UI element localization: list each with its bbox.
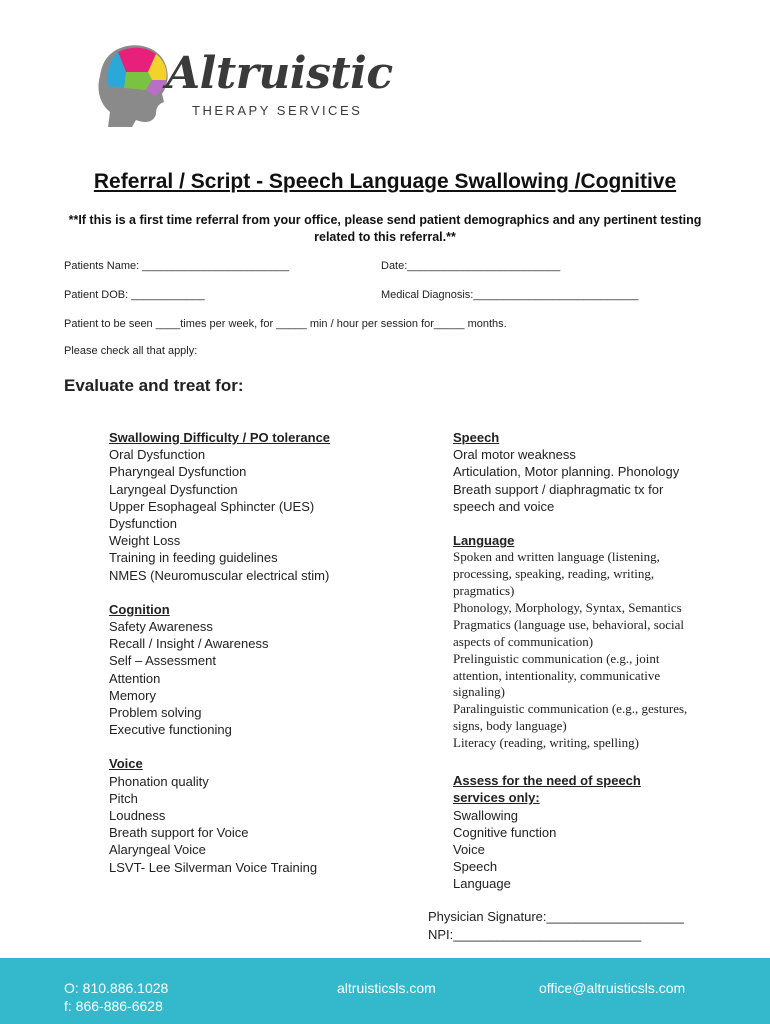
list-item[interactable]: Recall / Insight / Awareness <box>109 636 269 652</box>
speech-heading: Speech <box>453 430 500 445</box>
list-item[interactable]: Prelinguistic communication (e.g., joint <box>453 650 660 666</box>
logo-tagline: THERAPY SERVICES <box>192 103 363 118</box>
list-item[interactable]: Swallowing <box>453 807 519 823</box>
list-item[interactable]: Pragmatics (language use, behavioral, social <box>453 616 685 632</box>
swallowing-heading: Swallowing Difficulty / PO tolerance <box>109 430 331 445</box>
patient-name-field[interactable]: Patients Name: ________________________ <box>64 260 290 272</box>
list-item[interactable]: Phonation quality <box>109 773 209 789</box>
list-item[interactable]: Language <box>453 876 511 892</box>
list-item[interactable]: NMES (Neuromuscular electrical stim) <box>109 567 330 583</box>
list-item[interactable]: Executive functioning <box>109 722 232 738</box>
list-item[interactable]: Loudness <box>109 808 166 824</box>
list-item[interactable]: Breath support for Voice <box>109 825 249 841</box>
logo-brand-text: Altruistic <box>166 48 393 99</box>
list-item[interactable]: Voice <box>453 841 485 857</box>
footer-phone: O: 810.886.1028 <box>64 980 169 996</box>
list-item[interactable]: aspects of communication) <box>453 633 594 649</box>
list-item[interactable]: Training in feeding guidelines <box>109 550 278 566</box>
footer-email-link[interactable]: office@altruisticsls.com <box>539 980 686 996</box>
list-item[interactable]: Oral motor weakness <box>453 447 576 463</box>
list-item[interactable]: Weight Loss <box>109 533 181 549</box>
list-item[interactable]: Cognitive function <box>453 824 557 840</box>
language-heading: Language <box>453 533 515 549</box>
left-column <box>109 429 409 876</box>
list-item[interactable]: Articulation, Motor planning. Phonology <box>453 464 680 480</box>
list-item[interactable]: Alaryngeal Voice <box>109 842 206 858</box>
list-item[interactable]: processing, speaking, reading, writing, <box>453 566 655 582</box>
list-item[interactable]: Oral Dysfunction <box>109 447 206 463</box>
patient-dob-field[interactable]: Patient DOB: ____________ <box>64 289 205 301</box>
assess-heading-line1: Assess for the need of speech <box>453 773 641 789</box>
list-item[interactable]: Phonology, Morphology, Syntax, Semantics <box>453 599 682 615</box>
list-item[interactable]: Pharyngeal Dysfunction <box>109 464 247 480</box>
check-all-instruction: Please check all that apply: <box>64 345 198 357</box>
brain-head-icon <box>96 42 171 127</box>
list-item[interactable]: Speech <box>453 859 498 875</box>
list-item[interactable]: Breath support / diaphragmatic tx for <box>453 481 664 497</box>
cognition-heading: Cognition <box>109 601 170 617</box>
list-item[interactable]: Laryngeal Dysfunction <box>109 481 238 497</box>
list-item[interactable]: Paralinguistic communication (e.g., gestures, <box>453 701 688 717</box>
list-item[interactable]: Pitch <box>109 790 138 806</box>
list-item[interactable]: signs, body language) <box>453 718 567 734</box>
list-item[interactable]: Problem solving <box>109 705 202 721</box>
list-item[interactable]: Attention <box>109 670 161 686</box>
list-item[interactable]: attention, intentionality, communicative <box>453 667 661 683</box>
referral-notice: **If this is a first time referral from your office, please send patient demographics and any pertinent testing related to this referral.** <box>68 213 702 244</box>
assess-heading-line2: services only: <box>453 790 540 806</box>
list-item[interactable]: Safety Awareness <box>109 619 213 635</box>
company-logo <box>96 42 393 127</box>
npi-field[interactable]: NPI:__________________________ <box>428 927 642 942</box>
frequency-field[interactable]: Patient to be seen ____times per week, for _____ min / hour per session for_____ months. <box>64 318 507 330</box>
list-item[interactable]: Upper Esophageal Sphincter (UES) <box>109 498 315 514</box>
evaluate-heading: Evaluate and treat for: <box>64 376 244 395</box>
list-item[interactable]: LSVT- Lee Silverman Voice Training <box>109 859 318 875</box>
list-item[interactable]: Spoken and written language (listening, <box>453 549 660 565</box>
list-item[interactable]: pragmatics) <box>453 583 515 599</box>
list-item[interactable]: Memory <box>109 687 156 703</box>
list-item[interactable]: speech and voice <box>453 498 555 514</box>
footer-fax: f: 866-886-6628 <box>64 998 163 1014</box>
list-item[interactable]: Self – Assessment <box>109 653 216 669</box>
date-field[interactable]: Date:_________________________ <box>381 260 561 272</box>
right-column <box>453 429 723 893</box>
page-title: Referral / Script - Speech Language Swallowing /Cognitive <box>93 170 677 193</box>
voice-heading: Voice <box>109 756 143 772</box>
list-item[interactable]: Literacy (reading, writing, spelling) <box>453 735 639 751</box>
list-item[interactable]: signaling) <box>453 684 505 700</box>
footer-bar <box>0 958 770 1024</box>
list-item[interactable]: Dysfunction <box>109 516 177 532</box>
physician-signature-field[interactable]: Physician Signature:___________________ <box>428 909 684 924</box>
footer-website-link[interactable]: altruisticsls.com <box>337 980 436 996</box>
medical-diagnosis-field[interactable]: Medical Diagnosis:___________________________ <box>381 289 639 301</box>
